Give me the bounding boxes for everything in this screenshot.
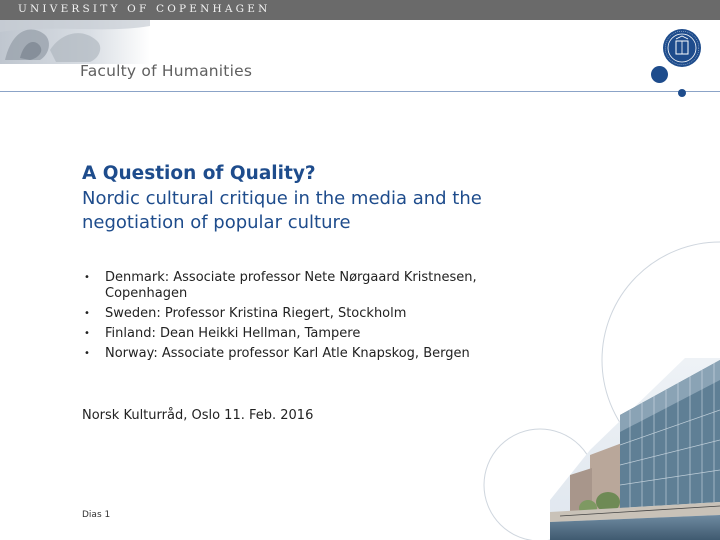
list-item	[82, 326, 522, 342]
university-seal-icon	[662, 28, 702, 68]
participant-text: Denmark: Associate professor Nete Nørgaard Kristnesen, Copenhagen	[105, 270, 477, 301]
slide-subtitle: Nordic cultural critique in the media and the negotiation of popular culture	[82, 188, 482, 233]
bullet-icon: •	[84, 348, 90, 359]
building-photo	[470, 240, 720, 540]
list-item	[82, 270, 522, 302]
faculty-name: Faculty of Humanities	[80, 62, 253, 80]
participant-text: Sweden: Professor Kristina Riegert, Stockholm	[105, 306, 407, 321]
bullet-icon: •	[84, 308, 90, 319]
participant-text: Finland: Dean Heikki Hellman, Tampere	[105, 326, 361, 341]
participant-text: Norway: Associate professor Karl Atle Knapskog, Bergen	[105, 346, 470, 361]
participants-list	[82, 270, 522, 366]
slide-title: A Question of Quality?	[82, 163, 316, 184]
venue-date: Norsk Kulturråd, Oslo 11. Feb. 2016	[82, 408, 314, 423]
statue-relief-image	[0, 20, 150, 64]
decor-dot-large	[651, 66, 668, 83]
list-item	[82, 306, 522, 322]
bullet-icon: •	[84, 272, 90, 283]
university-name: UNIVERSITY OF COPENHAGEN	[18, 3, 271, 15]
bullet-icon: •	[84, 328, 90, 339]
list-item	[82, 346, 522, 362]
top-bar	[0, 0, 720, 20]
decor-dot-small	[678, 89, 686, 97]
header-divider	[0, 91, 720, 92]
slide-number: Dias 1	[82, 510, 111, 520]
